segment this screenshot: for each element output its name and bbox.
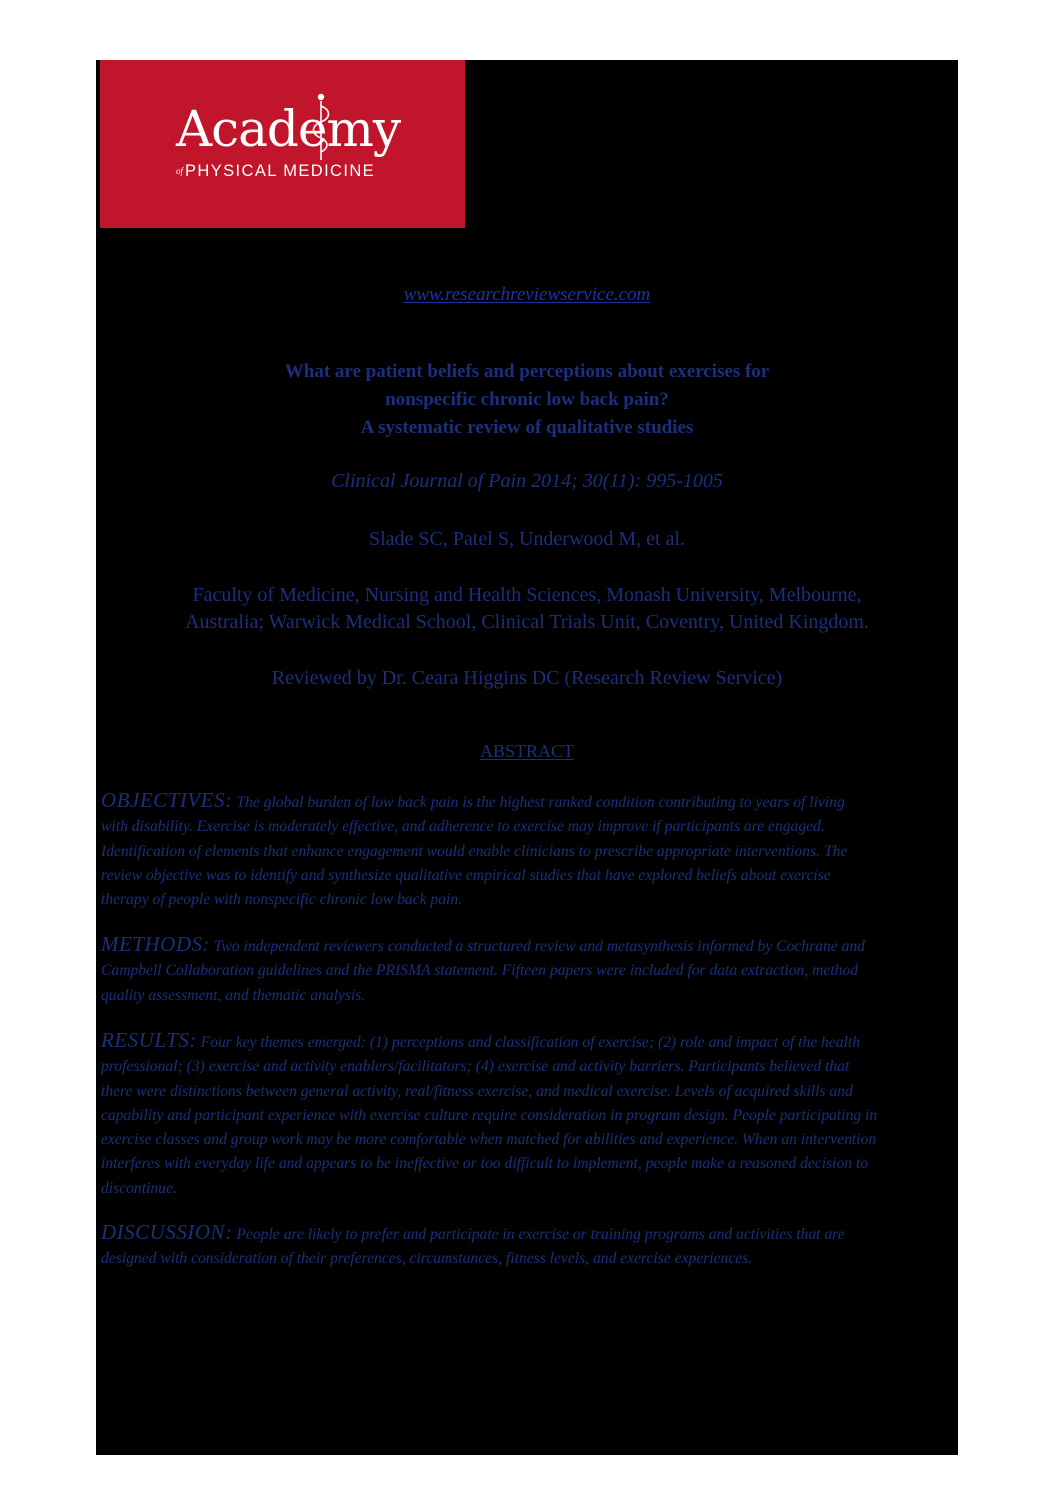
- reviewer: Reviewed by Dr. Ceara Higgins DC (Research Review Service): [271, 667, 783, 689]
- section-line: therapy of people with nonspecific chronic low back pain.: [101, 891, 463, 909]
- section-label: RESULTS:: [101, 1028, 197, 1052]
- section-line: Campbell Collaboration guidelines and the PRISMA statement. Fifteen papers were included for data extraction, method: [101, 962, 859, 980]
- affiliation-line: Faculty of Medicine, Nursing and Health Sciences, Monash University, Melbourne,: [192, 584, 862, 606]
- section-line: professional; (3) exercise and activity enablers/facilitators; (4) exercise and activity barriers. Participants believed that: [101, 1058, 850, 1076]
- title-line: A systematic review of qualitative studies: [360, 417, 694, 438]
- methods-section: [101, 932, 956, 1008]
- authors: Slade SC, Patel S, Underwood M, et al.: [368, 528, 686, 550]
- section-line: [101, 1028, 956, 1055]
- logo-sub-text: PHYSICAL MEDICINE: [185, 162, 376, 180]
- section-line: quality assessment, and thematic analysis.: [101, 986, 366, 1004]
- section-line: there were distinctions between general activity, real/fitness exercise, and medical exercise. Levels of acquired skills and: [101, 1082, 853, 1100]
- title-line: nonspecific chronic low back pain?: [385, 389, 669, 410]
- section-line: exercise classes and group work may be more comfortable when matched for abilities and experience. When an intervention: [101, 1131, 877, 1149]
- logo-wordmark: Academy: [176, 100, 401, 158]
- section-text: Two independent reviewers conducted a structured review and metasynthesis informed by Cochrane and: [213, 938, 865, 955]
- section-line: [101, 932, 956, 959]
- section-label: OBJECTIVES:: [101, 788, 233, 812]
- section-text: The global burden of low back pain is the highest ranked condition contributing to years of living: [236, 794, 845, 811]
- section-text: People are likely to prefer and participate in exercise or training programs and activities that are: [236, 1226, 845, 1243]
- section-label: METHODS:: [101, 932, 210, 956]
- section-line: review objective was to identify and synthesize qualitative empirical studies that have explored beliefs about exercise: [101, 866, 831, 884]
- objectives-section: [101, 788, 956, 912]
- section-line: [101, 788, 956, 815]
- affiliation: [96, 582, 958, 636]
- section-line: designed with consideration of their preferences, circumstances, fitness levels, and exercise experiences.: [101, 1250, 753, 1268]
- abstract-heading: ABSTRACT: [479, 741, 575, 761]
- section-line: discontinue.: [101, 1179, 177, 1197]
- affiliation-line: Australia; Warwick Medical School, Clinical Trials Unit, Coventry, United Kingdom.: [185, 611, 869, 633]
- website-link[interactable]: www.researchreviewservice.com: [403, 284, 651, 305]
- discussion-section: [101, 1220, 956, 1272]
- logo-subtitle: [176, 163, 375, 180]
- article-title: [96, 358, 958, 442]
- academy-logo: [100, 60, 465, 228]
- journal-citation: Clinical Journal of Pain 2014; 30(11): 995-1005: [331, 470, 723, 492]
- section-line: [101, 1220, 956, 1247]
- logo-sub-of: of: [176, 166, 184, 176]
- section-line: with disability. Exercise is moderately effective, and adherence to exercise may improve if participants are engaged.: [101, 818, 825, 836]
- document-page: [96, 60, 958, 1455]
- caduceus-icon: [307, 92, 337, 162]
- title-line: What are patient beliefs and perceptions about exercises for: [284, 361, 770, 382]
- section-line: capability and participant experience with exercise culture require consideration in program design. People participating in: [101, 1106, 878, 1124]
- section-line: Identification of elements that enhance engagement would enable clinicians to prescribe appropriate interventions. The: [101, 842, 848, 860]
- results-section: [101, 1028, 956, 1201]
- section-text: Four key themes emerged: (1) perceptions and classification of exercise; (2) role and impact of the health: [200, 1034, 861, 1051]
- section-line: interferes with everyday life and appears to be ineffective or too difficult to implement, people make a reasoned decision to: [101, 1155, 869, 1173]
- section-label: DISCUSSION:: [101, 1220, 233, 1244]
